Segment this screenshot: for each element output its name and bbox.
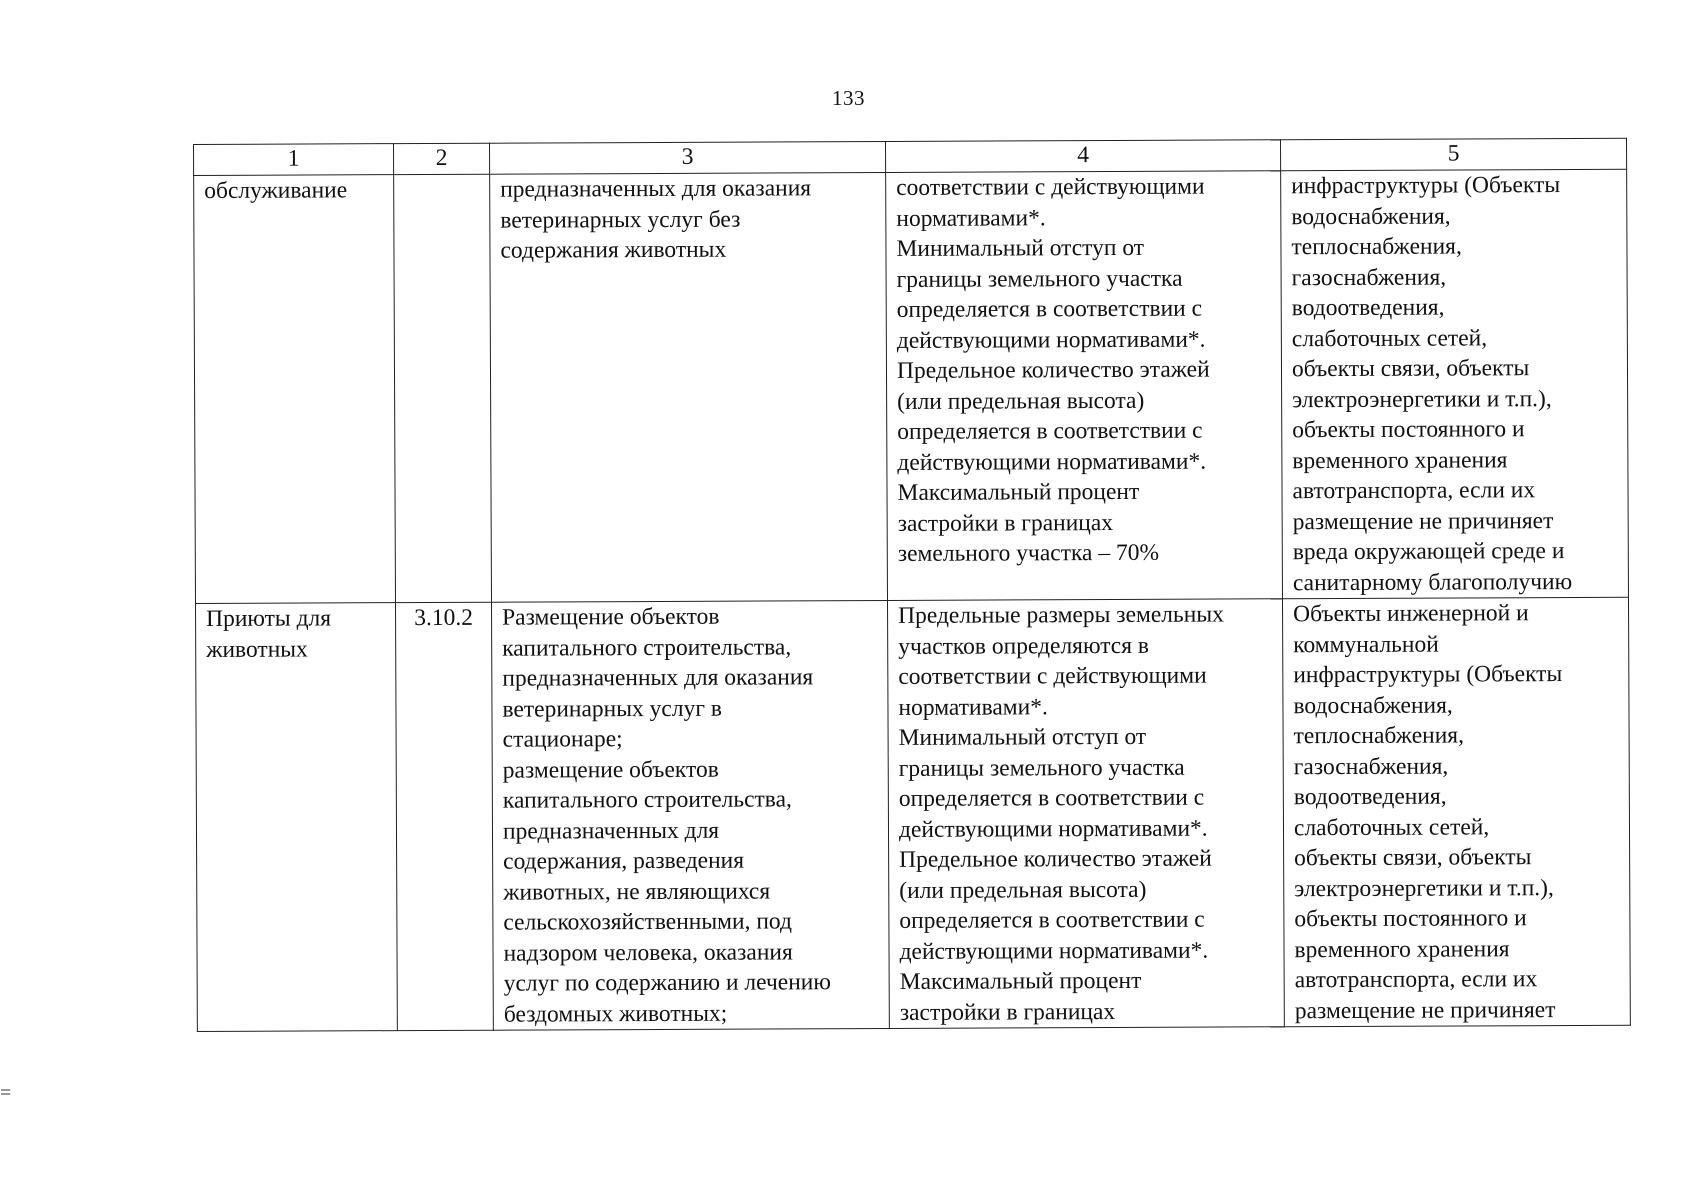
cell-text-line: бездомных животных; bbox=[503, 1000, 728, 1028]
cell-text-line: сельскохозяйственными, под bbox=[503, 908, 792, 936]
cell-col5 bbox=[1281, 169, 1629, 599]
cell-text-line: содержания животных bbox=[500, 236, 727, 264]
cell-text-line: определяется в соответствии с bbox=[896, 295, 1203, 323]
cell-text-line: ветеринарных услуг без bbox=[500, 206, 741, 234]
cell-text-line: теплоснабжения, bbox=[1293, 722, 1464, 750]
cell-text-line: водоотведения, bbox=[1293, 783, 1447, 811]
column-header-5: 5 bbox=[1280, 138, 1626, 171]
cell-text-line: определяется в соответствии с bbox=[899, 906, 1205, 934]
cell-text-line: надзором человека, оказания bbox=[503, 938, 793, 967]
cell-text-line: предназначенных для bbox=[502, 817, 720, 845]
cell-text-line: границы земельного участка bbox=[896, 265, 1183, 293]
cell-text-line: Максимальный процент bbox=[897, 478, 1140, 506]
cell-col1 bbox=[196, 603, 398, 1032]
column-header-2: 2 bbox=[394, 143, 490, 174]
cell-col1 bbox=[194, 175, 396, 604]
column-header-3: 3 bbox=[489, 141, 885, 174]
cell-text-line: Предельное количество этажей bbox=[896, 356, 1210, 384]
cell-text-line: Размещение объектов bbox=[502, 603, 720, 631]
cell-col5 bbox=[1282, 597, 1630, 1027]
cell-text-line: Минимальный отступ от bbox=[896, 234, 1145, 262]
cell-text-line: водоотведения, bbox=[1291, 294, 1445, 322]
cell-text-line: услуг по содержанию и лечению bbox=[503, 969, 831, 997]
cell-text-line: застройки в границах bbox=[897, 509, 1114, 537]
cell-col4 bbox=[887, 599, 1284, 1029]
column-header-4: 4 bbox=[885, 140, 1280, 173]
cell-col4 bbox=[886, 171, 1283, 601]
cell-text-line: Приюты для bbox=[206, 605, 332, 632]
cell-text-line: (или предельная высота) bbox=[897, 387, 1145, 415]
cell-text-line: Предельное количество этажей bbox=[899, 845, 1212, 873]
cell-text-line: действующими нормативами*. bbox=[899, 937, 1209, 965]
cell-text-line: Минимальный отступ от bbox=[898, 723, 1147, 751]
margin-mark: = bbox=[0, 1082, 12, 1104]
cell-col2 bbox=[394, 174, 492, 602]
cell-text-line: капитального строительства, bbox=[502, 786, 792, 814]
cell-text-line: содержания, разведения bbox=[503, 847, 745, 875]
cell-text-line: соответствии с действующими bbox=[898, 662, 1207, 690]
cell-text-line: объекты постоянного и bbox=[1294, 905, 1527, 933]
cell-text-line: временного хранения bbox=[1294, 935, 1510, 963]
cell-text-line: определяется в соответствии с bbox=[898, 784, 1205, 812]
cell-text-line: инфраструктуры (Объекты bbox=[1291, 172, 1561, 200]
cell-text-line: инфраструктуры (Объекты bbox=[1293, 661, 1563, 689]
cell-text-line: Объекты инженерной и bbox=[1293, 600, 1529, 628]
cell-text-line: обслуживание bbox=[204, 177, 348, 204]
cell-text-line: электроэнергетики и т.п.), bbox=[1294, 874, 1554, 902]
cell-text-line: объекты связи, объекты bbox=[1294, 844, 1532, 872]
cell-text-line: 3.10.2 bbox=[414, 604, 474, 632]
cell-text-line: объекты связи, объекты bbox=[1291, 355, 1530, 383]
cell-col3 bbox=[492, 600, 890, 1030]
cell-text-line: определяется в соответствии с bbox=[897, 417, 1203, 445]
cell-text-line: капитального строительства, bbox=[502, 633, 792, 662]
cell-text-line: санитарному благополучию bbox=[1292, 568, 1573, 596]
cell-text-line: действующими нормативами*. bbox=[898, 815, 1208, 843]
cell-text-line: стационаре; bbox=[502, 726, 623, 753]
cell-text-line: предназначенных для оказания bbox=[500, 175, 812, 203]
table-row bbox=[196, 597, 1631, 1031]
cell-text-line: животных bbox=[206, 636, 308, 663]
cell-text-line: размещение объектов bbox=[502, 756, 719, 784]
cell-text-line: водоснабжения, bbox=[1293, 692, 1453, 719]
cell-text-line: автотранспорта, если их bbox=[1292, 477, 1536, 505]
cell-text-line: электроэнергетики и т.п.), bbox=[1292, 385, 1552, 413]
cell-text-line: газоснабжения, bbox=[1291, 264, 1447, 291]
cell-text-line: водоснабжения, bbox=[1291, 203, 1451, 230]
cell-text-line: газоснабжения, bbox=[1293, 753, 1449, 780]
cell-text-line: вреда окружающей среде и bbox=[1292, 538, 1565, 566]
cell-text-line: земельного участка – 70% bbox=[897, 539, 1160, 567]
cell-text-line: Максимальный процент bbox=[899, 967, 1142, 995]
cell-col2 bbox=[396, 602, 494, 1030]
cell-text-line: размещение не причиняет bbox=[1294, 996, 1556, 1024]
cell-col3 bbox=[490, 172, 888, 602]
cell-text-line: слаботочных сетей, bbox=[1291, 324, 1488, 352]
cell-text-line: объекты постоянного и bbox=[1292, 416, 1525, 444]
cell-text-line: Предельные размеры земельных bbox=[898, 601, 1224, 629]
cell-text-line: автотранспорта, если их bbox=[1294, 966, 1538, 994]
cell-text-line: соответствии с действующими bbox=[896, 173, 1205, 201]
cell-text-line: слаботочных сетей, bbox=[1293, 813, 1490, 841]
cell-text-line: коммунальной bbox=[1293, 631, 1439, 658]
cell-text-line: нормативами*. bbox=[898, 693, 1048, 721]
cell-text-line: участков определяются в bbox=[898, 632, 1150, 660]
cell-text-line: действующими нормативами*. bbox=[896, 326, 1206, 354]
cell-text-line: (или предельная высота) bbox=[899, 876, 1147, 904]
page-number: 133 bbox=[832, 86, 865, 110]
cell-text-line: животных, не являющихся bbox=[503, 877, 771, 906]
cell-text-line: нормативами*. bbox=[896, 204, 1046, 232]
cell-text-line: размещение не причиняет bbox=[1292, 507, 1554, 535]
regulations-table bbox=[193, 138, 1631, 1032]
cell-text-line: ветеринарных услуг в bbox=[502, 695, 722, 723]
cell-text-line: границы земельного участка bbox=[898, 754, 1185, 782]
table-row bbox=[194, 169, 1629, 603]
cell-text-line: застройки в границах bbox=[899, 998, 1116, 1026]
cell-text-line: теплоснабжения, bbox=[1291, 233, 1462, 261]
cell-text-line: предназначенных для оказания bbox=[502, 664, 814, 692]
cell-text-line: временного хранения bbox=[1292, 446, 1508, 474]
cell-text-line: действующими нормативами*. bbox=[897, 448, 1207, 476]
column-header-1: 1 bbox=[194, 144, 394, 176]
